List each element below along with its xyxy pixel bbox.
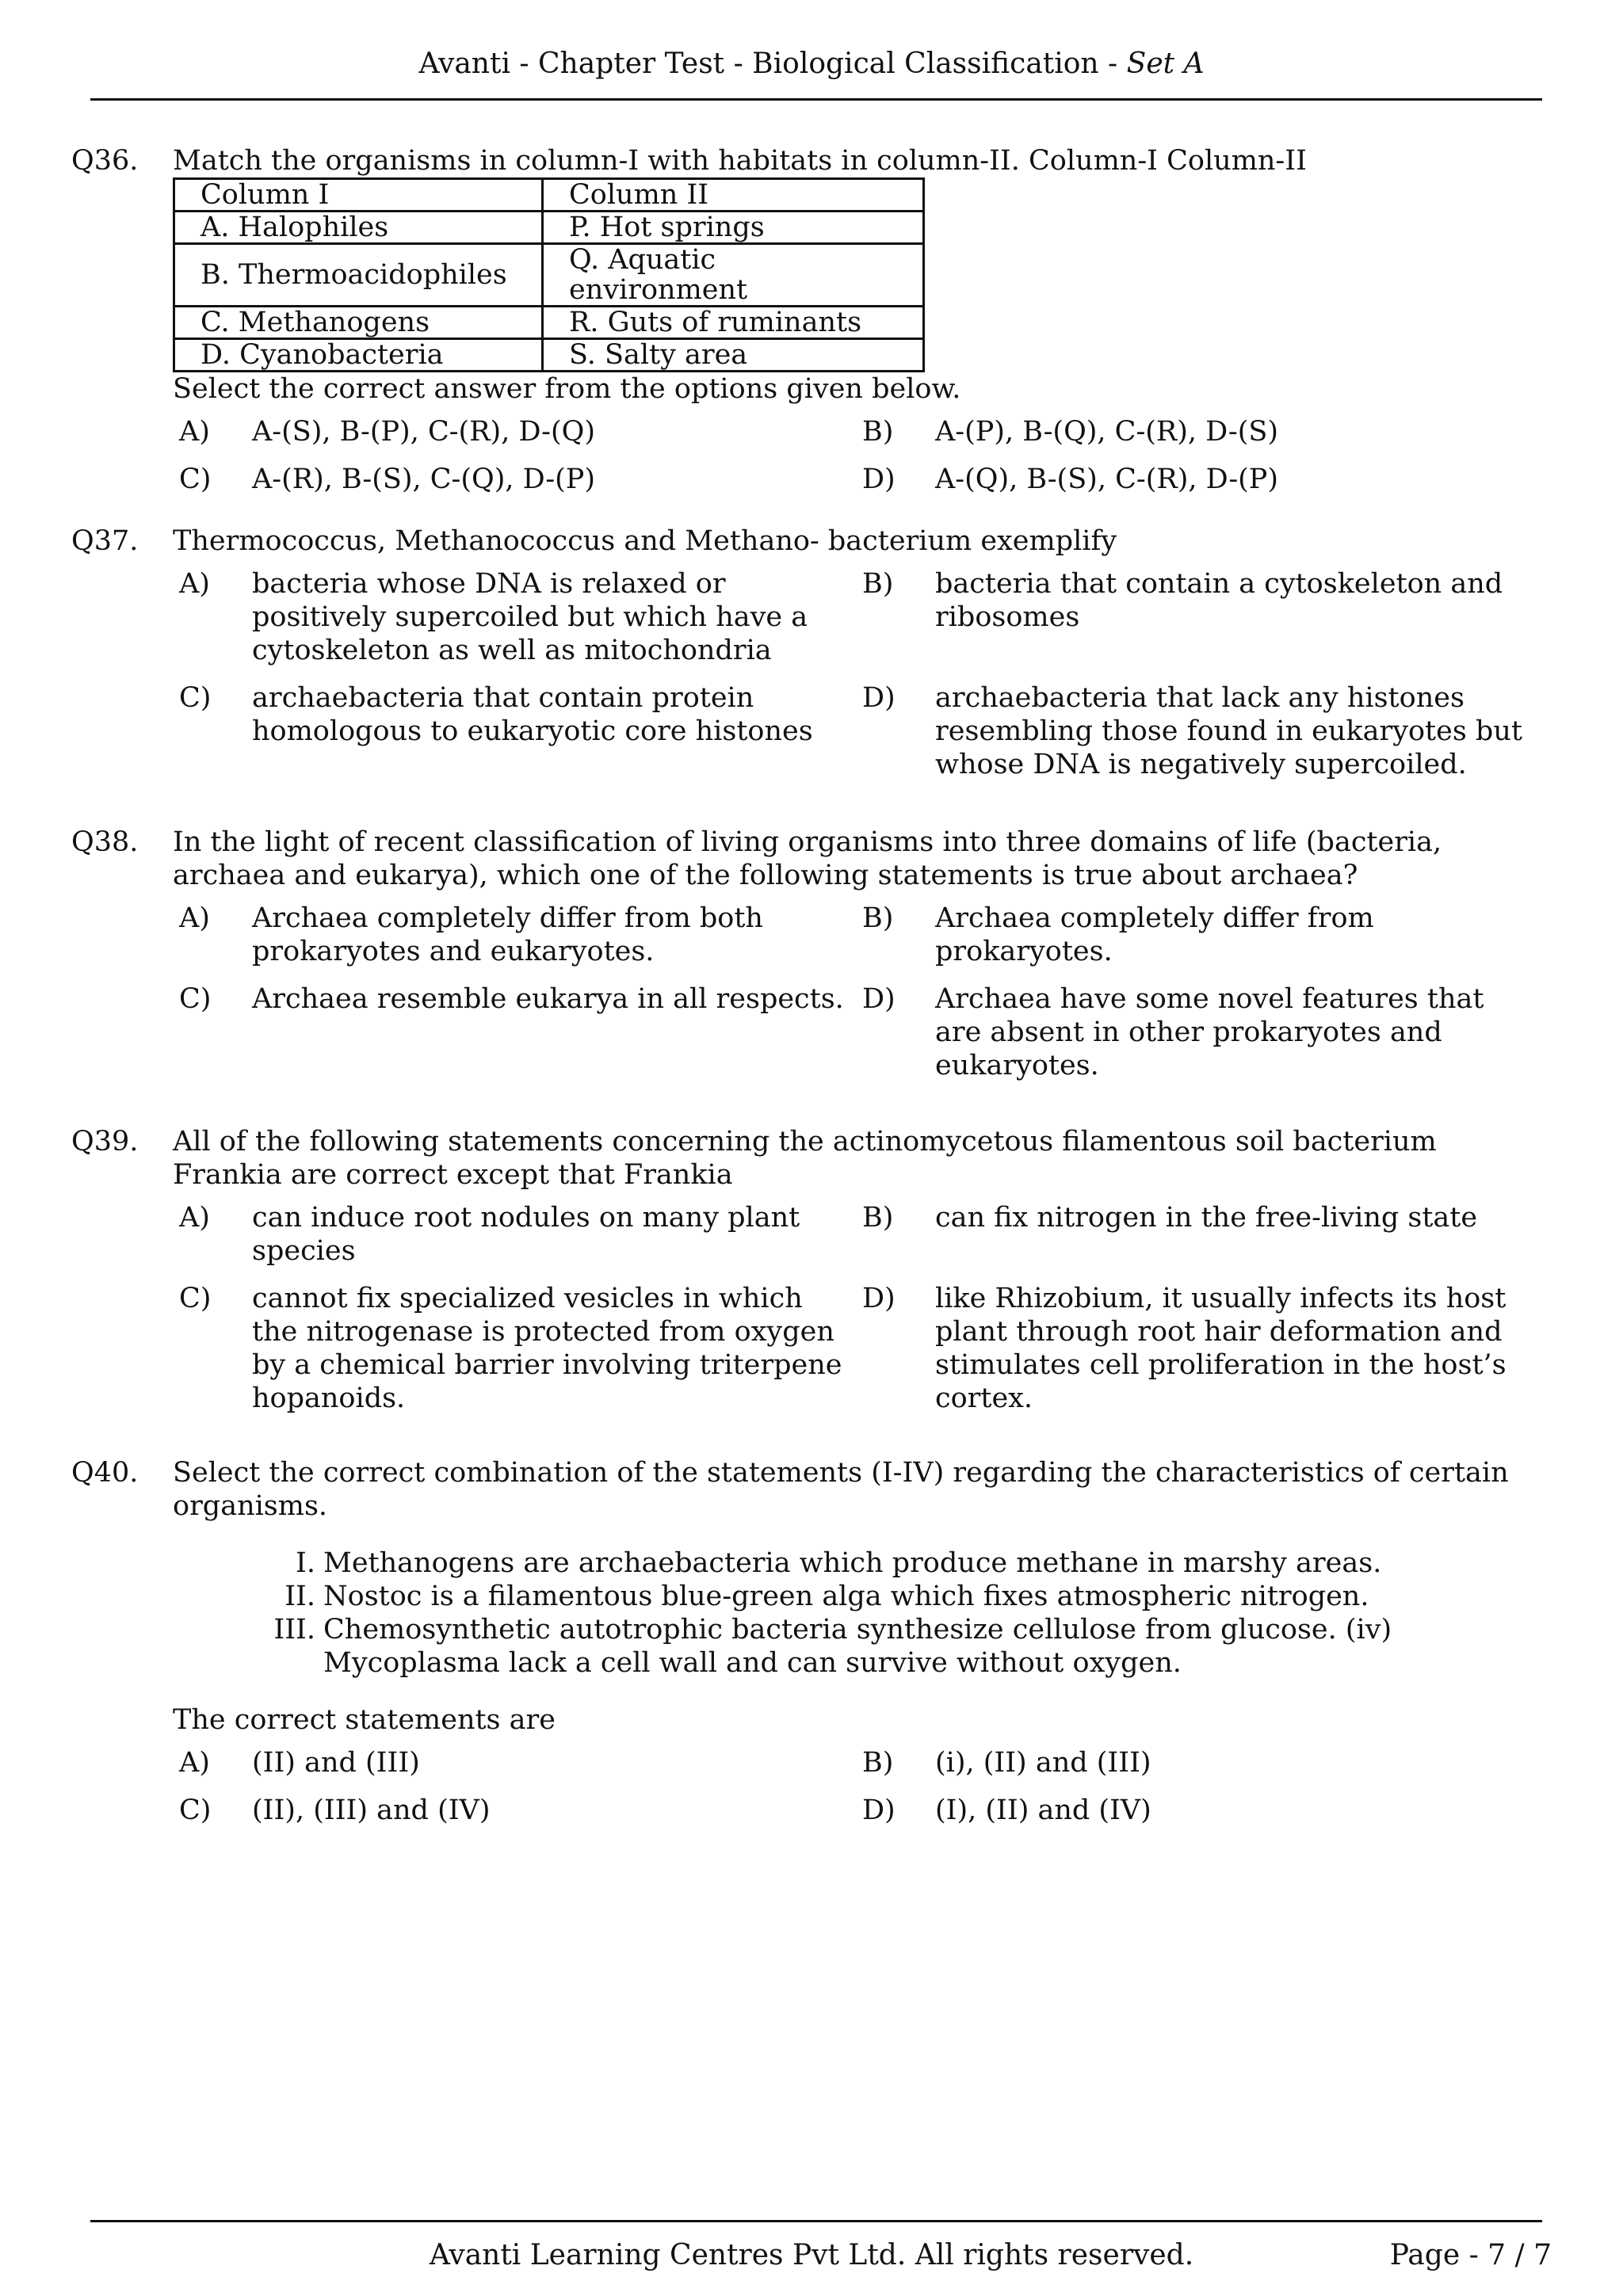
header-rule	[90, 98, 1542, 101]
table-cell: Q. Aquatic environment	[543, 244, 924, 307]
option-b[interactable]	[856, 1201, 1539, 1234]
option-c[interactable]	[173, 463, 856, 496]
option-text: Archaea completely differ from prokaryotes.	[935, 902, 1374, 967]
statement-item	[222, 1580, 1545, 1613]
footer-rule	[90, 2220, 1542, 2222]
table-row	[174, 244, 924, 307]
option-label: C)	[179, 1283, 212, 1314]
question-text: In the light of recent classification of living organisms into three domains of life (bacteria, archaea and eukarya), which one of the following statements is true about archaea?	[173, 826, 1442, 891]
options	[173, 567, 1545, 781]
option-text: archaebacteria that lack any histones resembling those found in eukaryotes but whose DNA is negatively supercoiled.	[935, 682, 1522, 780]
table-cell: P. Hot springs	[543, 212, 924, 244]
question-number: Q39.	[71, 1126, 139, 1158]
option-label: B)	[862, 416, 894, 448]
match-table	[173, 177, 925, 372]
question-number: Q40.	[71, 1457, 139, 1489]
option-text: Archaea have some novel features that are absent in other prokaryotes and eukaryotes.	[935, 983, 1484, 1081]
option-a[interactable]	[173, 415, 856, 448]
option-text: A-(S), B-(P), C-(R), D-(Q)	[252, 416, 596, 448]
table-cell: S. Salty area	[543, 339, 924, 372]
option-a[interactable]	[173, 1746, 856, 1779]
statement-item	[222, 1613, 1545, 1680]
option-label: B)	[862, 568, 894, 600]
options	[173, 415, 1545, 496]
page-number: Page - 7 / 7	[1389, 2239, 1552, 2271]
option-label: B)	[862, 1747, 894, 1779]
option-d[interactable]	[856, 1794, 1539, 1827]
table-cell: A. Halophiles	[174, 212, 543, 244]
options	[173, 1201, 1545, 1415]
table-row	[174, 307, 924, 339]
option-text: A-(Q), B-(S), C-(R), D-(P)	[935, 463, 1279, 495]
question-text: Match the organisms in column-I with habitats in column-II. Column-I Column-II	[173, 145, 1307, 177]
question-40	[71, 1456, 1545, 1827]
option-c[interactable]	[173, 681, 856, 748]
table-header-cell: Column II	[543, 179, 924, 212]
table-header-cell: Column I	[174, 179, 543, 212]
option-b[interactable]	[856, 1746, 1539, 1779]
option-d[interactable]	[856, 982, 1539, 1082]
option-text: (I), (II) and (IV)	[935, 1794, 1151, 1826]
question-text: All of the following statements concerning the actinomycetous filamentous soil bacterium Frankia are correct except that Frankia	[173, 1126, 1437, 1191]
option-d[interactable]	[856, 1282, 1539, 1415]
option-text: archaebacteria that contain protein homologous to eukaryotic core histones	[252, 682, 813, 747]
option-label: A)	[179, 568, 210, 600]
option-label: D)	[862, 463, 896, 495]
question-number: Q37.	[71, 525, 139, 557]
option-text: Archaea completely differ from both prokaryotes and eukaryotes.	[252, 902, 763, 967]
option-text: (II), (III) and (IV)	[252, 1794, 491, 1826]
options	[173, 1746, 1545, 1827]
table-cell: R. Guts of ruminants	[543, 307, 924, 339]
option-a[interactable]	[173, 902, 856, 968]
statement-text: Chemosynthetic autotrophic bacteria synthesize cellulose from glucose. (iv) Mycoplasma lack a cell wall and can survive without oxygen.	[323, 1614, 1392, 1679]
option-label: B)	[862, 1202, 894, 1234]
option-label: C)	[179, 463, 212, 495]
option-label: D)	[862, 1794, 896, 1826]
page-header	[0, 48, 1623, 81]
option-label: C)	[179, 1794, 212, 1826]
option-d[interactable]	[856, 463, 1539, 496]
option-label: A)	[179, 902, 210, 934]
header-set: Set A	[1126, 48, 1205, 80]
option-a[interactable]	[173, 567, 856, 667]
option-text: cannot fix specialized vesicles in which the nitrogenase is protected from oxygen by a chemical barrier involving triterpene hopanoids.	[252, 1283, 842, 1414]
table-cell: C. Methanogens	[174, 307, 543, 339]
option-text: can induce root nodules on many plant species	[252, 1202, 800, 1267]
option-a[interactable]	[173, 1201, 856, 1268]
question-prompt: The correct statements are	[173, 1704, 556, 1736]
statement-number: II.	[285, 1581, 315, 1612]
header-title: Avanti - Chapter Test - Biological Classification -	[418, 48, 1127, 80]
question-36	[71, 144, 1545, 496]
option-text: bacteria whose DNA is relaxed or positively supercoiled but which have a cytoskeleton as well as mitochondria	[252, 568, 808, 666]
statement-item	[222, 1547, 1545, 1580]
statement-text: Methanogens are archaebacteria which produce methane in marshy areas.	[323, 1547, 1382, 1579]
option-label: C)	[179, 983, 212, 1015]
option-label: C)	[179, 682, 212, 714]
option-text: bacteria that contain a cytoskeleton and ribosomes	[935, 568, 1503, 633]
question-number: Q36.	[71, 145, 139, 177]
option-label: A)	[179, 1747, 210, 1779]
question-instruction: Select the correct answer from the options given below.	[173, 373, 961, 405]
option-c[interactable]	[173, 1794, 856, 1827]
option-b[interactable]	[856, 567, 1539, 634]
statement-number: I.	[296, 1547, 315, 1579]
question-38	[71, 826, 1545, 1082]
question-text: Select the correct combination of the statements (I-IV) regarding the characteristics of certain organisms.	[173, 1457, 1509, 1522]
option-text: (II) and (III)	[252, 1747, 420, 1779]
statement-list	[222, 1547, 1545, 1680]
question-37	[71, 524, 1545, 781]
option-label: A)	[179, 416, 210, 448]
options	[173, 902, 1545, 1082]
option-d[interactable]	[856, 681, 1539, 781]
option-label: D)	[862, 983, 896, 1015]
question-number: Q38.	[71, 826, 139, 858]
footer-copyright: Avanti Learning Centres Pvt Ltd. All rights reserved.	[429, 2239, 1194, 2271]
table-row	[174, 212, 924, 244]
option-text: (i), (II) and (III)	[935, 1747, 1151, 1779]
table-row	[174, 339, 924, 372]
option-text: can fix nitrogen in the free-living state	[935, 1202, 1478, 1234]
option-c[interactable]	[173, 982, 856, 1016]
option-b[interactable]	[856, 902, 1539, 968]
option-b[interactable]	[856, 415, 1539, 448]
option-text: like Rhizobium, it usually infects its host plant through root hair deformation and stimulates cell proliferation in the host’s cortex.	[935, 1283, 1507, 1414]
option-label: D)	[862, 1283, 896, 1314]
statement-text: Nostoc is a filamentous blue-green alga which fixes atmospheric nitrogen.	[323, 1581, 1369, 1612]
option-text: A-(P), B-(Q), C-(R), D-(S)	[935, 416, 1279, 448]
question-39	[71, 1125, 1545, 1415]
option-label: D)	[862, 682, 896, 714]
table-header-row	[174, 179, 924, 212]
option-c[interactable]	[173, 1282, 856, 1415]
table-cell: B. Thermoacidophiles	[174, 244, 543, 307]
option-text: Archaea resemble eukarya in all respects.	[252, 983, 844, 1015]
statement-number: III.	[273, 1614, 315, 1646]
question-text: Thermococcus, Methanococcus and Methano- bacterium exemplify	[173, 525, 1117, 557]
table-cell: D. Cyanobacteria	[174, 339, 543, 372]
option-label: B)	[862, 902, 894, 934]
option-label: A)	[179, 1202, 210, 1234]
option-text: A-(R), B-(S), C-(Q), D-(P)	[252, 463, 596, 495]
